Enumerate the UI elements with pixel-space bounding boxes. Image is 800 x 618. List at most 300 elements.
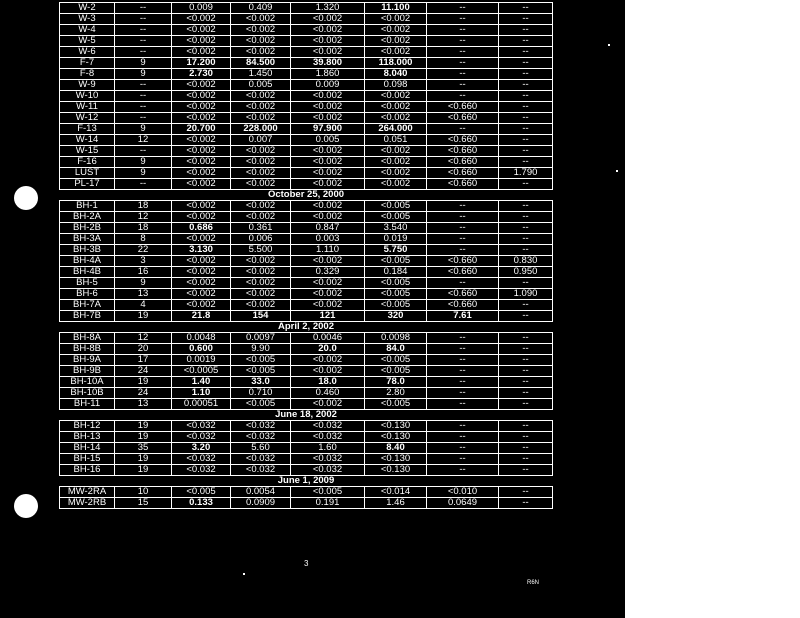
scan-speck: [608, 44, 610, 46]
table-cell: <0.002: [291, 146, 365, 157]
section-header-row: [60, 476, 553, 487]
table-cell: --: [499, 366, 553, 377]
sample-id-cell: BH-2A: [60, 212, 115, 223]
table-cell: <0.002: [231, 267, 291, 278]
table-cell: 8: [115, 234, 172, 245]
table-cell: <0.002: [365, 47, 427, 58]
table-cell: <0.005: [231, 366, 291, 377]
table-cell: <0.032: [231, 432, 291, 443]
table-cell: <0.660: [427, 300, 499, 311]
table-cell: 9: [115, 168, 172, 179]
table-cell: <0.002: [365, 91, 427, 102]
table-cell: --: [427, 36, 499, 47]
table-row: [60, 256, 553, 267]
table-cell: <0.002: [231, 146, 291, 157]
sample-id-cell: F-7: [60, 58, 115, 69]
table-cell: 7.61: [427, 311, 499, 322]
table-cell: <0.005: [291, 487, 365, 498]
table-row: [60, 91, 553, 102]
table-cell: --: [499, 300, 553, 311]
sample-id-cell: W-6: [60, 47, 115, 58]
table-cell: <0.130: [365, 421, 427, 432]
table-cell: <0.032: [172, 465, 231, 476]
sample-id-cell: F-13: [60, 124, 115, 135]
table-cell: 39.800: [291, 58, 365, 69]
table-cell: --: [499, 91, 553, 102]
table-cell: 1.320: [291, 3, 365, 14]
table-cell: --: [427, 344, 499, 355]
table-cell: --: [427, 69, 499, 80]
table-cell: <0.002: [172, 256, 231, 267]
table-cell: 9: [115, 58, 172, 69]
sample-id-cell: F-16: [60, 157, 115, 168]
table-cell: <0.032: [231, 421, 291, 432]
table-row: [60, 102, 553, 113]
table-cell: 0.007: [231, 135, 291, 146]
table-cell: <0.002: [291, 157, 365, 168]
sample-id-cell: W-5: [60, 36, 115, 47]
table-row: [60, 432, 553, 443]
table-cell: <0.032: [172, 432, 231, 443]
table-cell: --: [499, 25, 553, 36]
table-cell: 9.90: [231, 344, 291, 355]
table-cell: <0.660: [427, 267, 499, 278]
table-cell: --: [499, 102, 553, 113]
table-cell: 12: [115, 333, 172, 344]
table-cell: <0.002: [231, 102, 291, 113]
table-cell: <0.002: [231, 25, 291, 36]
section-header-row: [60, 410, 553, 421]
sample-id-cell: W-4: [60, 25, 115, 36]
sample-id-cell: BH-4A: [60, 256, 115, 267]
table-cell: <0.002: [291, 201, 365, 212]
table-row: [60, 487, 553, 498]
table-cell: <0.002: [231, 113, 291, 124]
table-cell: <0.660: [427, 256, 499, 267]
table-cell: 3: [115, 256, 172, 267]
table-cell: <0.002: [231, 168, 291, 179]
table-row: [60, 388, 553, 399]
table-cell: 0.051: [365, 135, 427, 146]
table-row: [60, 278, 553, 289]
table-row: [60, 146, 553, 157]
table-cell: <0.005: [365, 300, 427, 311]
table-cell: <0.005: [365, 201, 427, 212]
table-cell: --: [499, 443, 553, 454]
table-row: [60, 113, 553, 124]
table-cell: --: [499, 399, 553, 410]
table-cell: 118.000: [365, 58, 427, 69]
table-cell: 0.0048: [172, 333, 231, 344]
table-cell: <0.002: [291, 113, 365, 124]
table-cell: <0.0005: [172, 366, 231, 377]
table-cell: --: [115, 47, 172, 58]
table-cell: <0.002: [365, 146, 427, 157]
table-cell: 84.500: [231, 58, 291, 69]
table-cell: --: [499, 201, 553, 212]
table-cell: <0.002: [291, 289, 365, 300]
table-cell: 21.8: [172, 311, 231, 322]
table-cell: 19: [115, 311, 172, 322]
table-row: [60, 168, 553, 179]
table-cell: <0.130: [365, 465, 427, 476]
table-cell: 13: [115, 289, 172, 300]
table-row: [60, 465, 553, 476]
table-cell: <0.002: [172, 80, 231, 91]
table-cell: 19: [115, 421, 172, 432]
table-cell: --: [427, 201, 499, 212]
table-cell: --: [499, 146, 553, 157]
sample-id-cell: MW-2RB: [60, 498, 115, 509]
table-cell: --: [115, 91, 172, 102]
table-cell: <0.002: [172, 289, 231, 300]
table-cell: <0.005: [365, 399, 427, 410]
analytical-results-table: [59, 2, 553, 509]
table-cell: 1.450: [231, 69, 291, 80]
table-cell: 0.019: [365, 234, 427, 245]
stamp-mark: R6N: [527, 580, 540, 586]
sample-id-cell: W-15: [60, 146, 115, 157]
table-cell: 3.540: [365, 223, 427, 234]
table-cell: 4: [115, 300, 172, 311]
table-cell: 24: [115, 388, 172, 399]
table-cell: <0.002: [172, 47, 231, 58]
scan-speck: [243, 573, 245, 575]
table-cell: 35: [115, 443, 172, 454]
table-cell: <0.660: [427, 157, 499, 168]
table-cell: --: [499, 14, 553, 25]
sample-id-cell: BH-9A: [60, 355, 115, 366]
table-row: [60, 58, 553, 69]
sample-id-cell: BH-15: [60, 454, 115, 465]
table-cell: <0.002: [231, 14, 291, 25]
table-cell: 0.098: [365, 80, 427, 91]
table-cell: 0.0019: [172, 355, 231, 366]
table-cell: --: [499, 69, 553, 80]
table-cell: <0.002: [231, 278, 291, 289]
section-header-row: [60, 190, 553, 201]
sample-id-cell: W-10: [60, 91, 115, 102]
sample-id-cell: BH-10A: [60, 377, 115, 388]
table-cell: 0.0046: [291, 333, 365, 344]
table-cell: 0.0054: [231, 487, 291, 498]
table-cell: --: [115, 36, 172, 47]
table-cell: --: [427, 124, 499, 135]
table-row: [60, 443, 553, 454]
table-cell: <0.130: [365, 432, 427, 443]
table-cell: <0.002: [365, 36, 427, 47]
table-cell: --: [427, 25, 499, 36]
table-cell: --: [499, 344, 553, 355]
table-cell: 0.409: [231, 3, 291, 14]
table-cell: 0.0097: [231, 333, 291, 344]
table-cell: 20.0: [291, 344, 365, 355]
table-cell: --: [499, 80, 553, 91]
table-cell: 17.200: [172, 58, 231, 69]
table-cell: <0.032: [291, 432, 365, 443]
table-cell: <0.002: [231, 91, 291, 102]
table-cell: 0.133: [172, 498, 231, 509]
table-row: [60, 47, 553, 58]
table-cell: 1.46: [365, 498, 427, 509]
table-cell: 228.000: [231, 124, 291, 135]
table-cell: 1.110: [291, 245, 365, 256]
table-cell: 154: [231, 311, 291, 322]
table-cell: <0.005: [365, 289, 427, 300]
table-cell: 9: [115, 278, 172, 289]
table-row: [60, 223, 553, 234]
table-cell: 19: [115, 465, 172, 476]
table-cell: <0.002: [291, 256, 365, 267]
table-cell: <0.005: [365, 366, 427, 377]
table-cell: 0.184: [365, 267, 427, 278]
table-row: [60, 366, 553, 377]
table-cell: 0.686: [172, 223, 231, 234]
table-cell: 0.0098: [365, 333, 427, 344]
sample-id-cell: MW-2RA: [60, 487, 115, 498]
table-cell: --: [115, 3, 172, 14]
table-cell: <0.660: [427, 179, 499, 190]
table-cell: <0.032: [291, 421, 365, 432]
table-cell: <0.002: [172, 14, 231, 25]
sample-id-cell: W-3: [60, 14, 115, 25]
table-cell: <0.005: [172, 487, 231, 498]
punch-hole: [14, 186, 38, 210]
table-cell: --: [499, 421, 553, 432]
table-cell: 10: [115, 487, 172, 498]
sample-id-cell: BH-16: [60, 465, 115, 476]
table-cell: --: [499, 245, 553, 256]
table-cell: 0.600: [172, 344, 231, 355]
table-cell: <0.002: [231, 179, 291, 190]
table-cell: <0.005: [365, 355, 427, 366]
table-cell: <0.002: [365, 113, 427, 124]
table-cell: 20.700: [172, 124, 231, 135]
table-cell: 0.847: [291, 223, 365, 234]
table-cell: <0.002: [291, 14, 365, 25]
sample-id-cell: BH-3A: [60, 234, 115, 245]
table-row: [60, 300, 553, 311]
table-cell: <0.002: [291, 366, 365, 377]
sample-id-cell: LUST: [60, 168, 115, 179]
table-cell: <0.002: [291, 179, 365, 190]
table-cell: 18: [115, 201, 172, 212]
table-cell: --: [499, 454, 553, 465]
table-cell: --: [115, 179, 172, 190]
table-row: [60, 135, 553, 146]
table-cell: 78.0: [365, 377, 427, 388]
table-cell: 8.040: [365, 69, 427, 80]
table-cell: <0.002: [172, 146, 231, 157]
table-cell: <0.660: [427, 146, 499, 157]
table-cell: 0.0909: [231, 498, 291, 509]
table-cell: 0.191: [291, 498, 365, 509]
table-cell: <0.002: [172, 157, 231, 168]
table-cell: 320: [365, 311, 427, 322]
table-cell: <0.002: [231, 300, 291, 311]
table-cell: --: [427, 465, 499, 476]
table-cell: <0.002: [291, 399, 365, 410]
table-cell: --: [427, 234, 499, 245]
sample-id-cell: BH-5: [60, 278, 115, 289]
table-cell: --: [427, 454, 499, 465]
table-cell: --: [499, 47, 553, 58]
table-cell: --: [499, 135, 553, 146]
table-cell: --: [427, 388, 499, 399]
sample-id-cell: W-9: [60, 80, 115, 91]
sample-id-cell: BH-7B: [60, 311, 115, 322]
table-cell: 0.00051: [172, 399, 231, 410]
page-number: 3: [304, 559, 309, 568]
sample-id-cell: F-8: [60, 69, 115, 80]
table-cell: <0.002: [365, 179, 427, 190]
table-cell: <0.002: [231, 212, 291, 223]
table-cell: --: [115, 113, 172, 124]
section-date: June 18, 2002: [60, 410, 553, 421]
table-cell: 0.009: [172, 3, 231, 14]
table-cell: --: [499, 223, 553, 234]
table-cell: 2.80: [365, 388, 427, 399]
table-cell: <0.010: [427, 487, 499, 498]
table-cell: <0.660: [427, 289, 499, 300]
table-cell: --: [499, 333, 553, 344]
table-row: [60, 355, 553, 366]
table-row: [60, 124, 553, 135]
sample-id-cell: BH-12: [60, 421, 115, 432]
table-cell: <0.002: [291, 212, 365, 223]
sample-id-cell: W-11: [60, 102, 115, 113]
punch-hole: [14, 494, 38, 518]
sample-id-cell: BH-6: [60, 289, 115, 300]
table-cell: 5.60: [231, 443, 291, 454]
table-cell: 121: [291, 311, 365, 322]
sample-id-cell: BH-3B: [60, 245, 115, 256]
sample-id-cell: BH-4B: [60, 267, 115, 278]
table-row: [60, 36, 553, 47]
table-cell: --: [499, 311, 553, 322]
table-row: [60, 498, 553, 509]
table-cell: 5.750: [365, 245, 427, 256]
table-cell: <0.002: [231, 36, 291, 47]
table-cell: <0.660: [427, 113, 499, 124]
table-cell: 0.003: [291, 234, 365, 245]
table-cell: <0.032: [172, 454, 231, 465]
table-cell: 19: [115, 454, 172, 465]
table-cell: --: [427, 245, 499, 256]
section-date: October 25, 2000: [60, 190, 553, 201]
table-cell: 0.009: [291, 80, 365, 91]
table-cell: --: [427, 278, 499, 289]
table-cell: <0.032: [231, 465, 291, 476]
table-cell: <0.014: [365, 487, 427, 498]
table-cell: <0.002: [172, 267, 231, 278]
table-row: [60, 454, 553, 465]
table-row: [60, 80, 553, 91]
table-cell: <0.002: [291, 300, 365, 311]
table-cell: 16: [115, 267, 172, 278]
table-cell: <0.002: [172, 36, 231, 47]
table-cell: <0.002: [291, 168, 365, 179]
table-cell: 264.000: [365, 124, 427, 135]
sample-id-cell: PL-17: [60, 179, 115, 190]
table-cell: --: [499, 278, 553, 289]
sample-id-cell: BH-9B: [60, 366, 115, 377]
table-cell: 1.10: [172, 388, 231, 399]
sample-id-cell: BH-8B: [60, 344, 115, 355]
table-cell: --: [427, 355, 499, 366]
table-cell: <0.002: [231, 157, 291, 168]
table-cell: <0.002: [291, 25, 365, 36]
table-cell: 0.830: [499, 256, 553, 267]
table-cell: 0.329: [291, 267, 365, 278]
table-cell: <0.002: [172, 91, 231, 102]
table-cell: <0.002: [172, 179, 231, 190]
table-cell: <0.002: [172, 113, 231, 124]
table-cell: --: [499, 58, 553, 69]
table-row: [60, 212, 553, 223]
table-cell: --: [427, 421, 499, 432]
table-cell: <0.660: [427, 168, 499, 179]
sample-id-cell: BH-2B: [60, 223, 115, 234]
table-cell: 0.005: [231, 80, 291, 91]
section-date: June 1, 2009: [60, 476, 553, 487]
table-cell: <0.002: [172, 201, 231, 212]
table-cell: --: [499, 465, 553, 476]
table-cell: 1.60: [291, 443, 365, 454]
sample-id-cell: BH-11: [60, 399, 115, 410]
table-cell: --: [427, 80, 499, 91]
table-cell: <0.002: [291, 47, 365, 58]
table-cell: 9: [115, 124, 172, 135]
table-cell: --: [499, 377, 553, 388]
table-cell: 33.0: [231, 377, 291, 388]
table-cell: 5.500: [231, 245, 291, 256]
table-cell: <0.002: [231, 256, 291, 267]
table-cell: --: [499, 487, 553, 498]
table-cell: --: [427, 3, 499, 14]
table-cell: <0.005: [231, 355, 291, 366]
table-cell: <0.002: [172, 135, 231, 146]
table-cell: --: [427, 432, 499, 443]
sample-id-cell: BH-10B: [60, 388, 115, 399]
table-cell: --: [499, 432, 553, 443]
table-cell: --: [427, 14, 499, 25]
table-cell: 0.0649: [427, 498, 499, 509]
table-cell: 1.40: [172, 377, 231, 388]
table-cell: --: [115, 146, 172, 157]
table-cell: --: [499, 113, 553, 124]
table-cell: <0.002: [365, 168, 427, 179]
table-row: [60, 201, 553, 212]
table-cell: 0.006: [231, 234, 291, 245]
table-cell: <0.130: [365, 454, 427, 465]
table-row: [60, 69, 553, 80]
section-header-row: [60, 322, 553, 333]
table-row: [60, 234, 553, 245]
table-cell: --: [499, 388, 553, 399]
table-cell: <0.002: [172, 234, 231, 245]
table-cell: <0.002: [291, 36, 365, 47]
table-cell: 24: [115, 366, 172, 377]
table-cell: <0.002: [231, 289, 291, 300]
table-cell: --: [499, 355, 553, 366]
table-body: [60, 3, 553, 509]
table-row: [60, 344, 553, 355]
table-cell: <0.002: [365, 25, 427, 36]
sample-id-cell: W-12: [60, 113, 115, 124]
table-cell: --: [499, 157, 553, 168]
table-cell: <0.002: [291, 355, 365, 366]
